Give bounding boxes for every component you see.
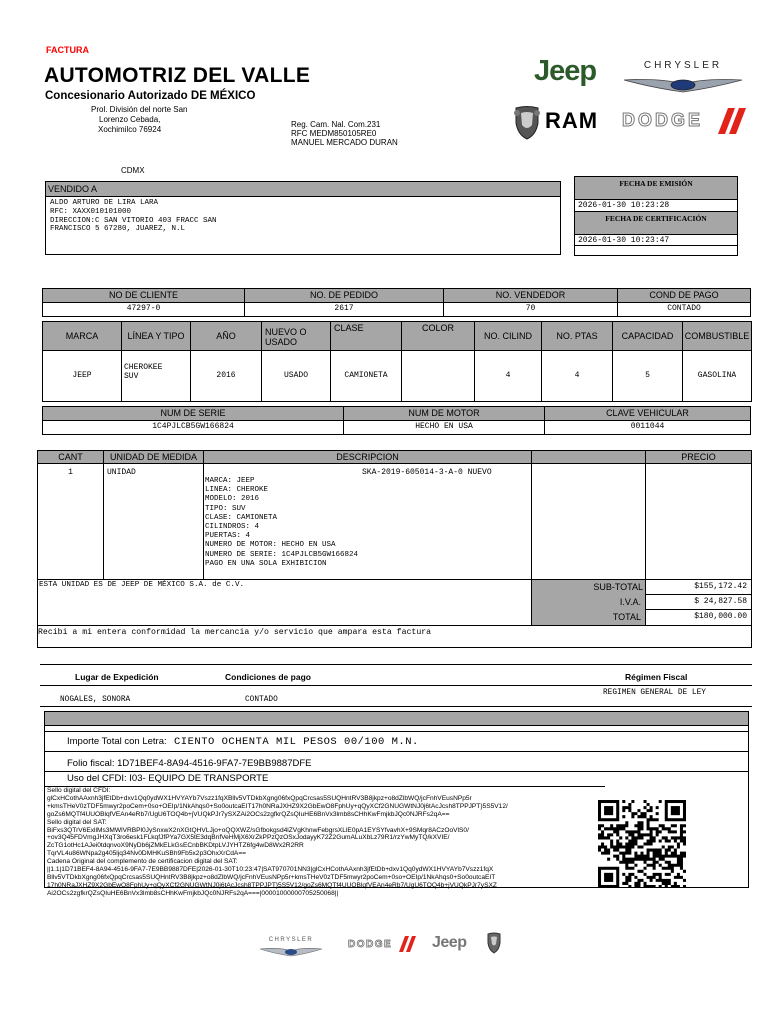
vehicle-color [401, 350, 475, 402]
dates-box [574, 176, 738, 246]
brand-header: MARCA [42, 321, 122, 351]
desc-line: NUMERO DE MOTOR: HECHO EN USA [205, 541, 336, 550]
vehicle-brand: JEEP [42, 350, 122, 402]
class-header: CLASE [330, 321, 402, 351]
amount-in-words-row [45, 731, 748, 752]
company-address-2: Lorenzo Cebada, [99, 115, 161, 124]
order-number-header: NO. DE PEDIDO [244, 288, 444, 303]
total-label: TOTAL [612, 612, 641, 622]
desc-line: MODELO: 2016 [205, 495, 260, 504]
desc-line: CILINDROS: 4 [205, 523, 260, 532]
rfc-line: RFC MEDM850105RE0 [291, 129, 377, 138]
description-column [203, 463, 532, 580]
footer-chrysler-wings-icon [258, 945, 324, 957]
qr-code-icon [598, 800, 686, 888]
digital-seals [45, 786, 605, 897]
customer-info [50, 199, 556, 234]
seal-line: ZcTG1otHc1AJei0tdqnvoX9NyDb6jZMkELkGsECnbBKDtpLVJYHTZ6fg4wD8Wx2R2RR [47, 842, 304, 850]
expedition-place: NOGALES, SONORA [60, 696, 131, 704]
desc-line: MARCA: JEEP [205, 477, 255, 485]
engine-number-header: NUM DE MOTOR [343, 406, 545, 421]
item-quantity: 1 [68, 468, 73, 477]
blank-header [531, 450, 646, 464]
item-unit: UNIDAD [107, 468, 136, 477]
certification-date: 2026-01-30 10:23:47 [575, 234, 737, 246]
conformity-box [37, 625, 752, 648]
seal-line: ||1.1|1D71BEF4-8A94-4516-9FA7-7E9BB9887DFE|2026-01-30T10:23:47|SAT970701NN3|glCxHCothAAxnh3jfEtDb+dxv1Qq0ydWX1HVYAYb7Vszz1fqX [47, 866, 494, 874]
note-box [37, 579, 532, 626]
seller-number: 70 [443, 302, 618, 317]
payment-conditions: CONTADO [245, 696, 278, 704]
subtotal-label: SUB-TOTAL [593, 582, 643, 592]
price-column [645, 463, 752, 580]
dates-spacer [574, 246, 738, 256]
company-address-3: Xochimilco 76924 [98, 125, 162, 134]
desc-line: LINEA: CHEROKE [205, 486, 269, 495]
qr-finder-square [671, 806, 680, 815]
city: CDMX [121, 166, 145, 175]
vehicle-new-used: USADO [261, 350, 331, 402]
expedition-top-rule [40, 664, 752, 665]
vehicle-type: SUV [124, 372, 139, 381]
company-subtitle: Concesionario Autorizado DE MÉXICO [45, 90, 256, 102]
serial-number-header: NUM DE SERIE [42, 406, 344, 421]
seal-line: 17h0NRaJXHZ9X2GbEwO8FphUy+qQyXCf2GNUGWtNJ0j6tAcJcsh8TPPJPT}5S5V12/goZs6MQTf4UUOBlqfVEAn4eRb7/UgU6TOQ4b+jVUQkPJr7ySXZ [47, 881, 497, 889]
chrysler-wings-icon [622, 74, 744, 94]
seller-number-header: NO. VENDEDOR [443, 288, 618, 303]
registration-line: Reg. Cam. Nal. Com.231 [291, 120, 381, 129]
qr-finder-square [604, 806, 613, 815]
dodge-logo: DODGE [622, 110, 704, 130]
quantity-header: CANT [37, 450, 104, 464]
seal-line: Bllv5VTDkbXgng06fxQpqCrcsas5SUQHntRV3B8jkpz+o8dZlbWQ/jcFnhVEusNPp5r+kmsTHeV0zTDF5mwyr2poCem+0so+OEIp/1NkAhqs0+So0outcaEIT [47, 873, 496, 881]
certification-date-header: FECHA DE CERTIFICACIÓN [575, 212, 737, 234]
unit-column [103, 463, 204, 580]
seal-line: BiFxs3QTrV6ExllMs3MWlVRBPl0JySnxwX2nXGtQHVLJjo+oQQXWZ/sGfbokgsd4lZVgKhnwFebgrsXLlE0pA1EYSYfvavhX+9SMqr8ACzOoVlS0/ [47, 826, 469, 834]
seal-line: +kmsTHeV0zTDF5mwyr2poCem+0so+OEIp/1NkAhqs0+So0outcaEIT17h0NRaJXHZ9X2GbEwO8FphUy+qQyXCf2GNUGWtNJ0j6tAcJcsh8TPPJPT}5S5V12/ [47, 802, 508, 810]
footer-dodge-stripes-icon [399, 936, 417, 952]
footer-ram-head-icon [486, 932, 502, 954]
emission-date-header: FECHA DE EMISIÓN [575, 177, 737, 199]
client-number-header: NO DE CLIENTE [42, 288, 245, 303]
footer-chrysler-logo [258, 937, 324, 963]
client-number: 47297-0 [42, 302, 245, 317]
blank-column [531, 463, 646, 580]
iva-label: I.V.A. [619, 597, 641, 607]
payment-terms: CONTADO [617, 302, 751, 317]
description-header: DESCRIPCION [203, 450, 532, 464]
new-used-header: NUEVO O USADO [261, 321, 331, 351]
vehicle-year: 2016 [190, 350, 262, 402]
expedition-bottom-rule [40, 706, 752, 707]
total-value: $180,000.00 [645, 609, 752, 626]
tax-regime-header: Régimen Fiscal [625, 672, 688, 682]
sold-to-box [45, 196, 561, 255]
vehicle-line: CHEROKEE [124, 363, 163, 372]
doors-header: NO. PTAS [541, 321, 613, 351]
jeep-logo: Jeep [534, 55, 597, 87]
footer-dodge-logo: DODGE [348, 939, 393, 950]
representative-line: MANUEL MERCADO DURAN [291, 138, 398, 147]
subtotal-value: $155,172.42 [645, 579, 752, 595]
seal-line: Ai2OCs2zgfkrQZsQIuHE6BnVx3lmb8sCHhKwFmjkbJQc0NJRFs2qA===|00001000000705250068|| [47, 889, 339, 897]
unit-header: UNIDAD DE MEDIDA [103, 450, 204, 464]
customer-address-1: DIRECCION:C SAN VITORIO 403 FRACC SAN [50, 216, 217, 225]
seal-line: Sello digital del CFDI: [47, 787, 111, 794]
item-description [205, 477, 531, 569]
order-number: 2617 [244, 302, 444, 317]
seal-line: +ov3Q45FDVmgJHXqT3ro6esk1FLkqfJfPYa7GX5tE3dqBnfVeHMjX6XrZkPPzQzOSxJodayyK72Z2GumALuXbLz79R1/rzYwMyTQ/kXVIE/ [47, 834, 450, 842]
quantity-column [37, 463, 104, 580]
document-type: FACTURA [46, 45, 89, 55]
price-header: PRECIO [645, 450, 752, 464]
year-header: AÑO [190, 321, 262, 351]
conformity-text: Recibi a mi entera conformidad la mercancia y/o servicio que ampara esta factura [38, 628, 432, 637]
desc-line: PAGO EN UNA SOLA EXHIBICION [205, 559, 327, 568]
capacity-header: CAPACIDAD [612, 321, 683, 351]
company-registration [291, 120, 398, 147]
vehicle-key: 0011044 [544, 420, 751, 435]
cfdi-header-bar [45, 712, 748, 726]
desc-line: CLASE: CAMIONETA [205, 513, 278, 522]
company-address-1: Prol. División del norte San [91, 105, 188, 114]
line-type-header: LÍNEA Y TIPO [121, 321, 191, 351]
item-code: SKA-2019-605014-3-A-0 NUEVO [362, 468, 492, 477]
tax-regime: REGIMEN GENERAL DE LEY [603, 689, 706, 697]
vehicle-cylinders: 4 [474, 350, 542, 402]
cylinders-header: NO. CILIND [474, 321, 542, 351]
fiscal-folio: Folio fiscal: 1D71BEF4-8A94-4516-9FA7-7E9BB9887DFE [45, 752, 748, 772]
desc-line: TIPO: SUV [205, 504, 246, 513]
amount-in-words-label: Importe Total con Letra: [67, 736, 167, 747]
vehicle-line-type [121, 350, 191, 402]
expedition-mid-rule [40, 685, 752, 686]
totals-labels [531, 579, 646, 626]
expedition-place-header: Lugar de Expedición [75, 672, 159, 682]
payment-terms-header: COND DE PAGO [617, 288, 751, 303]
fuel-header: COMBUSTIBLE [682, 321, 752, 351]
seal-line: goZs6MQTf4UUOBlqfVEAn4eRb7/UgU6TOQ4b+jVUQkPJr7ySXZAi2OCs2zgfkrQZsQIuHE6BnVx3lmb8sCHhKwFmjkbJQc0NJRFs2qA== [47, 810, 450, 818]
customer-address-2: FRANCISCO 5 67280, JUAREZ, N.L [50, 225, 186, 234]
qr-finder-square [604, 873, 613, 882]
emission-date: 2026-01-30 10:23:28 [575, 199, 737, 212]
ram-logo: RAM [545, 108, 599, 133]
engine-number: HECHO EN USA [343, 420, 545, 435]
ram-head-icon [513, 105, 541, 141]
chrysler-logo [622, 60, 744, 98]
vehicle-key-header: CLAVE VEHICULAR [544, 406, 751, 421]
serial-number: 1C4PJLCB5GW166824 [42, 420, 344, 435]
customer-name: ALDO ARTURO DE LIRA LARA [50, 199, 159, 207]
vehicle-fuel: GASOLINA [682, 350, 752, 402]
vehicle-class: CAMIONETA [330, 350, 402, 402]
dodge-stripes-icon [718, 108, 746, 134]
desc-line: NUMERO DE SERIE: 1C4PJLCB5GW166824 [205, 550, 359, 559]
chrysler-wordmark: CHRYSLER [643, 60, 723, 71]
seal-line: TqrVL4u86WNpa2g405ljq34Nv0DMHKuSBh9Fb5x2p3OhxXrCdA== [47, 850, 247, 858]
ownership-note: ESTA UNIDAD ES DE JEEP DE MÉXICO S.A. de C.V. [39, 581, 245, 589]
amount-in-words: CIENTO OCHENTA MIL PESOS 00/100 M.N. [174, 736, 419, 748]
vehicle-capacity: 5 [612, 350, 683, 402]
desc-line: PUERTAS: 4 [205, 532, 251, 541]
seal-line: Cadena Original del complemento de certificacion digital del SAT: [47, 858, 238, 866]
sold-to-header: VENDIDO A [45, 181, 561, 197]
iva-value: $ 24,827.58 [645, 594, 752, 610]
customer-rfc: RFC: XAXX010101000 [50, 207, 132, 216]
seal-line: glCxHCothAAxnh3jfEtDb+dxv1Qq0ydWX1HVYAYb7Vszz1fqXBllv5VTDkbXgng06fxQpqCrcsas5SUQHntRV3B8jkpz+o8dZlbWQ/jcFnhVEusNPp5r [47, 794, 472, 802]
company-name: AUTOMOTRIZ DEL VALLE [44, 64, 311, 87]
seal-line: Sello digital del SAT: [47, 818, 107, 826]
vehicle-doors: 4 [541, 350, 613, 402]
payment-conditions-header: Condiciones de pago [225, 672, 311, 682]
color-header: COLOR [401, 321, 475, 351]
footer-chrysler-wordmark: CHRYSLER [268, 937, 314, 943]
cfdi-use: Uso del CFDI: I03- EQUIPO DE TRANSPORTE [67, 773, 269, 784]
footer-jeep-logo: Jeep [432, 934, 467, 951]
